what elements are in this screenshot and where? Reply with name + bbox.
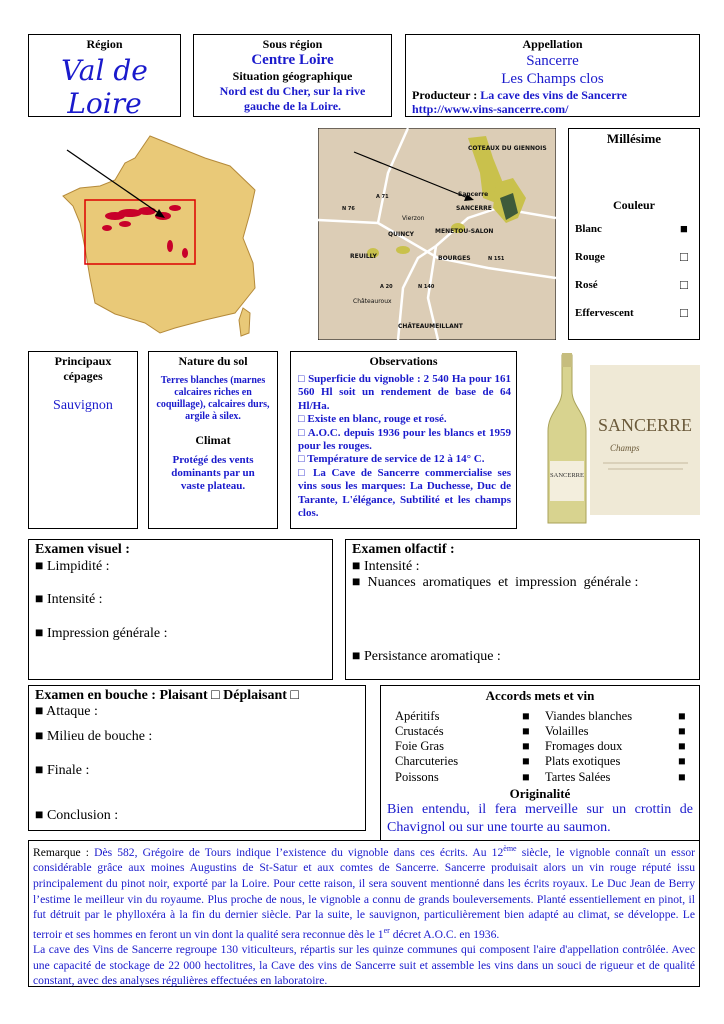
bouche-conclusion[interactable]: ■ Conclusion : (35, 808, 119, 823)
millesime-title: Millésime (606, 131, 662, 146)
map-label-menetou: MENETOU-SALON (435, 228, 494, 235)
producteur-line (406, 88, 699, 102)
cepages-title: Principaux cépages (54, 354, 112, 383)
couleur-option-rouge[interactable] (575, 251, 605, 263)
originalite-title: Originalité (509, 786, 571, 801)
remarque-p1c: décret A.O.C. en 1936. (389, 927, 500, 941)
cepages-value: Sauvignon (53, 398, 113, 413)
climat-value: Protégé des vents dominants par un vaste plateau. (171, 454, 255, 492)
sol-value: Terres blanches (marnes calcaires riches en coquillage), calcaires durs, argile à silex. (156, 375, 270, 422)
checkbox-blanc[interactable]: ■ (680, 221, 688, 236)
sous-region-box (193, 34, 392, 117)
remarque-text (29, 841, 699, 989)
visuel-limpidite[interactable]: ■ Limpidité : (35, 559, 110, 574)
olfactif-persistance[interactable]: ■ Persistance aromatique : (352, 649, 501, 664)
couleur-option-effervescent[interactable] (575, 307, 634, 319)
accord-left-3: Charcuteries (395, 754, 459, 768)
millesime-box (568, 128, 700, 340)
producteur-value: La cave des vins de Sancerre (480, 88, 627, 102)
accord-left-mark-0[interactable]: ■ (522, 709, 530, 723)
bottle-label-brand: SANCERRE (550, 472, 584, 479)
label-sub: Champs (610, 443, 640, 453)
observation-item: □ A.O.C. depuis 1936 pour les blancs et 1959 pour les rouges. (298, 426, 511, 453)
accord-left-mark-2[interactable]: ■ (522, 739, 530, 753)
map-label-coteaux: COTEAUX DU GIENNOIS (468, 145, 547, 152)
checkbox-rouge[interactable]: □ (680, 249, 688, 264)
examen-olfactif-box (345, 539, 700, 680)
checkbox-rose[interactable]: □ (680, 277, 688, 292)
observation-item: □ Superficie du vignoble : 2 540 Ha pour 161 560 Hl soit un rendement de base de 64 Hl/Ha. (298, 373, 511, 412)
accord-left-mark-1[interactable]: ■ (522, 724, 530, 738)
accord-right-mark-4[interactable]: ■ (678, 770, 686, 784)
accord-left-mark-3[interactable]: ■ (522, 754, 530, 768)
label-brand-big: SANCERRE (598, 415, 693, 435)
producteur-url[interactable]: http://www.vins-sancerre.com/ (412, 102, 569, 116)
sol-box (148, 351, 278, 529)
examen-olfactif-title: Examen olfactif : (352, 542, 455, 557)
accord-right-1: Volailles (545, 724, 589, 738)
remarque-box (28, 840, 700, 987)
remarque-label: Remarque : (33, 845, 89, 859)
bouche-finale[interactable]: ■ Finale : (35, 763, 90, 778)
couleur-title: Couleur (613, 198, 655, 212)
map-label-reuilly: REUILLY (350, 253, 377, 260)
originalite-text: Bien entendu, il fera merveille sur un crottin de Chavignol ou sur une tourte au saumon. (387, 802, 693, 835)
map-label-n151: N 151 (488, 256, 505, 262)
map-label-bourges: BOURGES (438, 255, 471, 262)
examen-visuel-box (28, 539, 333, 680)
map-label-vierzon: Vierzon (402, 215, 425, 222)
map-label-quincy: QUINCY (388, 231, 414, 238)
couleur-label: Blanc (575, 223, 602, 235)
remarque-p1b: siècle, le vignoble connaît un essor considérable grâce aux moines Augustins de St-Satur et aux comtes de Sancerre. Sancerre produisait alors un vin rouge réputé issu principalement du pinot noir, exporté par la Loire. Pour cette raison, il sera souvent mentionné dans les écrits royaux. Le Duc Jean de Berry l’estime le meilleur vin du royaume. Plus proche de nous, le vignoble a connu de grands bouleversements. Planté essentiellement en pinot, il fut détruit par le phylloxéra à la fin du dernier siècle. Par la suite, le sauvignon, particulièrement bien adapté au climat, se développe. Le terroir et ses hommes en feront un vin dont la qualité sera reconnue dès le 1 (33, 845, 695, 941)
observation-item: □ La Cave de Sancerre commercialise ses vins sous les marques: La Duchesse, Duc de Tarante, L'élégance, Subtilité et les champs clos. (298, 466, 511, 520)
observation-item: □ Température de service de 12 à 14° C. (298, 453, 485, 466)
situation-label: Situation géographique (232, 69, 353, 83)
bouche-attaque[interactable]: ■ Attaque : (35, 704, 98, 719)
observations-box (290, 351, 517, 529)
observations-list (291, 369, 516, 520)
remarque-sup1: ème (503, 844, 517, 853)
map-label-sancerre: SANCERRE (456, 205, 492, 212)
remarque-p1a: Dès 582, Grégoire de Tours indique l’existence du vignoble dans ces écrits. Au 12 (94, 845, 504, 859)
wine-bottle-image (528, 351, 700, 529)
accord-left-4: Poissons (395, 770, 439, 784)
accord-left-0: Apéritifs (395, 709, 440, 723)
region-label: Région (86, 37, 123, 51)
map-label-chateaumeillant: CHÂTEAUMEILLANT (398, 323, 463, 330)
accords-box (380, 685, 700, 841)
map-label-sancerre-small: Sancerre (458, 191, 489, 198)
region-value: Val de Loire (61, 54, 148, 120)
accord-right-mark-2[interactable]: ■ (678, 739, 686, 753)
olfactif-intensite[interactable]: ■ Intensité : (352, 559, 420, 574)
region-detail-map (318, 128, 556, 340)
sous-region-label: Sous région (262, 37, 323, 51)
accord-right-mark-3[interactable]: ■ (678, 754, 686, 768)
france-map (55, 128, 265, 340)
map-label-a20: A 20 (380, 284, 393, 290)
accord-right-mark-0[interactable]: ■ (678, 709, 686, 723)
examen-bouche-title: Examen en bouche : Plaisant □ Déplaisant □ (35, 688, 299, 703)
accord-right-3: Plats exotiques (545, 754, 621, 768)
map-label-n76: N 76 (342, 206, 355, 212)
examen-visuel-title: Examen visuel : (35, 542, 130, 557)
accord-right-0: Viandes blanches (545, 709, 633, 723)
observations-title: Observations (369, 354, 438, 368)
olfactif-nuances[interactable]: ■ Nuances aromatiques et impression générale : (352, 575, 639, 590)
appellation-label: Appellation (522, 37, 583, 51)
couleur-option-blanc[interactable] (575, 223, 602, 235)
accord-right-4: Tartes Salées (545, 770, 611, 784)
appellation-box (405, 34, 700, 117)
remarque-sup2: er (383, 925, 390, 935)
remarque-p2: La cave des Vins de Sancerre regroupe 130 viticulteurs, répartis sur les quinze communes qui composent l'aire d'appellation contrôlée. Avec une capacité de stockage de 22 000 hectolitres, la Cave des vins de Sancerre suit et assemble les vins dans un souci de rigueur et de qualité constant, avec des analyses régulières effectuées en laboratoire. (33, 943, 695, 988)
map-label-n140: N 140 (418, 284, 435, 290)
observation-item: □ Existe en blanc, rouge et rosé. (298, 413, 447, 426)
map-label-chateauroux: Châteauroux (353, 298, 392, 305)
checkbox-effervescent[interactable]: □ (680, 305, 688, 320)
region-box (28, 34, 181, 120)
appellation-line1: Sancerre (526, 53, 579, 69)
accord-right-mark-1[interactable]: ■ (678, 724, 686, 738)
appellation-line2: Les Champs clos (501, 71, 604, 87)
couleur-label: Rouge (575, 251, 605, 263)
accords-title: Accords mets et vin (485, 688, 595, 703)
couleur-label: Effervescent (575, 307, 634, 319)
visuel-intensite[interactable]: ■ Intensité : (35, 592, 103, 607)
producteur-label: Producteur : (412, 88, 478, 102)
accord-left-1: Crustacés (395, 724, 444, 738)
bouche-milieu[interactable]: ■ Milieu de bouche : (35, 729, 153, 744)
sol-title: Nature du sol (178, 354, 248, 368)
cepages-box (28, 351, 138, 529)
sous-region-value: Centre Loire (251, 52, 334, 68)
accord-right-2: Fromages doux (545, 739, 623, 753)
visuel-impression[interactable]: ■ Impression générale : (35, 626, 168, 641)
map-label-a71: A 71 (376, 194, 389, 200)
accord-left-mark-4[interactable]: ■ (522, 770, 530, 784)
accord-left-2: Foie Gras (395, 739, 444, 753)
examen-bouche-box (28, 685, 366, 831)
situation-value: Nord est du Cher, sur la rive gauche de la Loire. (219, 84, 366, 113)
climat-title: Climat (195, 433, 231, 447)
couleur-option-rose[interactable] (575, 279, 598, 291)
couleur-label: Rosé (575, 279, 598, 291)
